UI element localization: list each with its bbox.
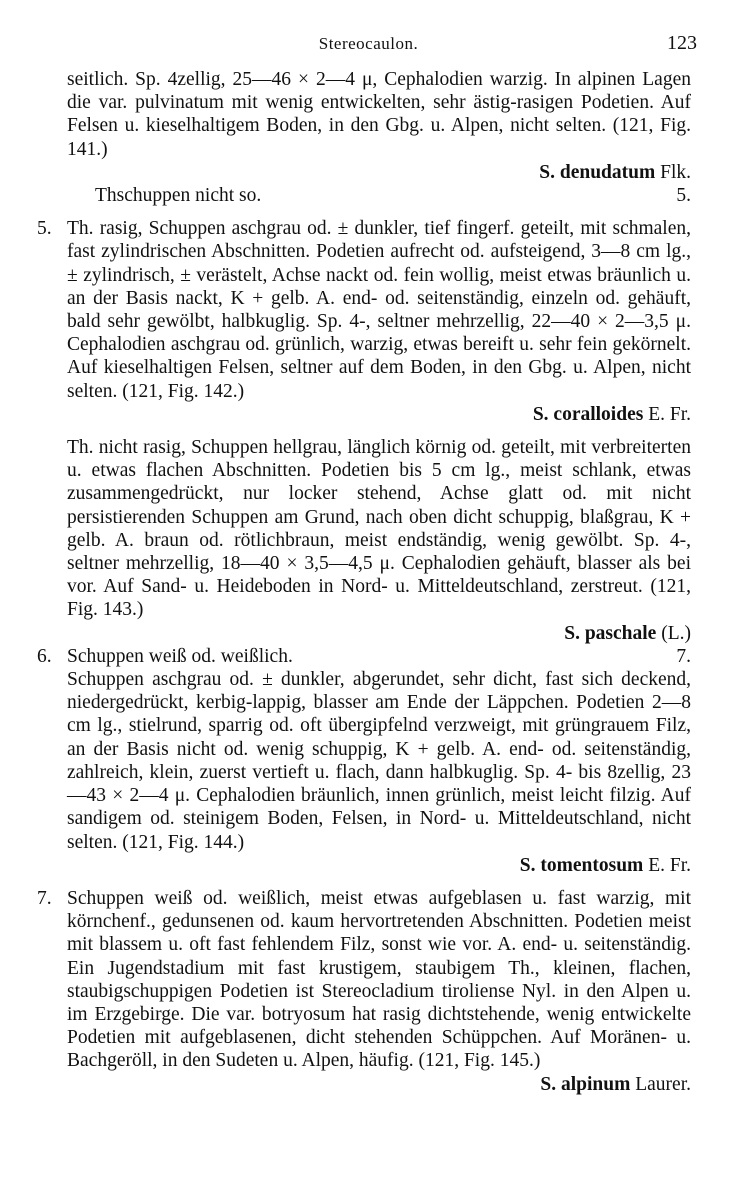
running-title: Stereocaulon.: [318, 34, 419, 53]
key-goto: 5.: [676, 185, 691, 207]
species-name: S. alpinum: [540, 1073, 631, 1095]
species-author: Laurer.: [630, 1073, 691, 1095]
entry-text: Th. nicht rasig, Schuppen hellgrau, länglich körnig od. geteilt, mit verbreiterten u. etwas flachen Abschnitten. Podetien bis 5 cm lg., meist schlank, etwas zusammengedrückt, nur locker stehend, Achse glatt od. mit nicht persistierenden Schuppen am Grund, nach oben dicht schuppig, blaßgrau, K + gelb. A. braun od. rötlichbraun, meist endständig, wenig gewölbt. Sp. 4-, seltner mehrzellig, 18—40 × 3,5—4,5 μ. Cephalodien gehäuft, blasser als bei vor. Auf Sand- u. Heideboden in Nord- u. Mitteldeutschland, zerstreut. (121, Fig. 143.): [67, 437, 691, 621]
key-goto: 7.: [676, 645, 691, 667]
species-line: [67, 161, 691, 184]
entry-text: Schuppen weiß od. weißlich, meist etwas aufgeblasen u. fast warzig, mit körnchenf., gedunsenen od. kaum hervortretenden Abschnitten. Podetien meist mit blassem u. oft fast fehlendem Filz, sonst wie vor. A. end- u. seitenständig. Ein Jugendstadium mit fast krustigem, staubigem Th., kleinen, flachen, staubigschuppigen Podetien ist Stereocladium tiroliense Nyl. in den Alpen u. im Erzgebirge. Die var. botryosum hat rasig dichtstehende, wenig entwickelte Podetien mit aufgeblasenen, dicht stehenden Schüppchen. Auf Moränen- u. Bachgeröll, in den Sudeten u. Alpen, häufig. (121, Fig. 145.): [67, 887, 691, 1072]
key-lead-text: Schuppen weiß od. weißlich.: [67, 645, 293, 667]
entry-coralloides: [37, 217, 691, 426]
key-number: 7.: [37, 887, 52, 909]
entry-text: Schuppen aschgrau od. ± dunkler, abgerundet, sehr dicht, fast sich deckend, niedergedrückt, kerbig-lappig, blasser am Ende der Läppchen. Podetien 2—8 cm lg., stielrund, sparrig od. oft übergipfelnd verzweigt, mit grüngrauem Filz, an der Basis nicht od. wenig schuppig, K + gelb. A. end- od. seitenständig, zahlreich, klein, zuerst vertieft u. flach, dann halbkuglig. Sp. 4- bis 8zellig, 23—43 × 2—4 μ. Cephalodien bräunlich, innen grünlich, meist leicht filzig. Auf sandigem od. steinigem Boden, Felsen, in Nord- u. Mitteldeutschland, nicht selten. (121, Fig. 144.): [67, 669, 691, 853]
entry-alpinum: [37, 887, 691, 1096]
page-number: 123: [667, 32, 697, 54]
key-number: 6.: [37, 645, 52, 667]
species-name: S. paschale: [564, 622, 657, 644]
entry-text: seitlich. Sp. 4zellig, 25—46 × 2—4 μ, Cephalodien warzig. In alpinen Lagen die var. pulvinatum mit wenig entwickelten, sehr ästig-rasigen Podetien. Auf Felsen u. kieselhaltigem Boden, in den Gbg. u. Alpen, nicht selten. (121, Fig. 141.): [67, 69, 691, 160]
species-name: S. coralloides: [532, 403, 644, 425]
species-name: S. denudatum: [539, 161, 656, 183]
species-line: [67, 1073, 691, 1096]
text-body: [37, 68, 691, 1096]
species-line: [67, 403, 691, 426]
species-author: E. Fr.: [643, 854, 691, 876]
species-line: [67, 622, 691, 645]
entry-denudatum: [67, 68, 691, 184]
species-name: S. tomentosum: [519, 854, 644, 876]
species-author: Flk.: [655, 161, 691, 183]
key-lead: [37, 645, 691, 668]
entry-paschale: [67, 436, 691, 645]
species-line: [67, 854, 691, 877]
key-lead-text: Thschuppen nicht so.: [95, 185, 262, 207]
key-lead: [67, 184, 691, 207]
entry-tomentosum: [67, 668, 691, 877]
page-header: [0, 32, 737, 56]
species-author: (L.): [656, 622, 691, 644]
entry-text: Th. rasig, Schuppen aschgrau od. ± dunkler, tief fingerf. geteilt, mit schmalen, fast zylindrischen Abschnitten. Podetien aufrecht od. aufsteigend, 3—8 cm lg., ± zylindrisch, ± verästelt, Achse nackt od. fein wollig, meist etwas bräunlich u. an der Basis nackt, K + gelb. A. end- od. seitenständig, einzeln od. gehäuft, bald sehr gewölbt, halbkuglig. Sp. 4-, seltner mehrzellig, 22—40 × 2—3,5 μ. Cephalodien aschgrau od. grünlich, warzig, etwas bereift u. sehr fein gekörnelt. Auf kieselhaltigen Felsen, seltner auf dem Boden, in den Gbg. u. Alpen, nicht selten. (121, Fig. 142.): [67, 218, 691, 402]
species-author: E. Fr.: [643, 403, 691, 425]
key-number: 5.: [37, 218, 52, 240]
